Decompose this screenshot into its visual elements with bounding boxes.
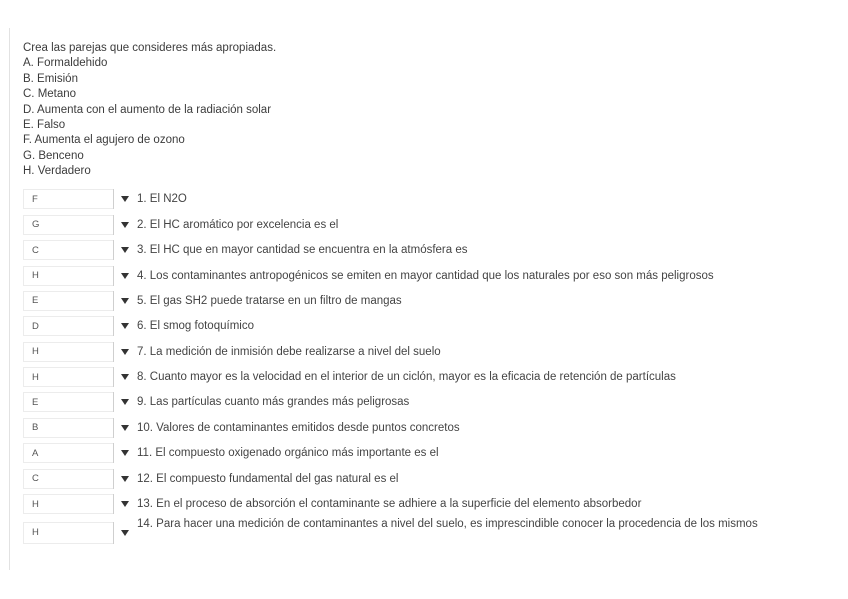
pair-row xyxy=(23,288,838,313)
dropdown-toggle[interactable] xyxy=(113,342,135,362)
left-border-rule xyxy=(9,28,10,570)
answer-select[interactable]: A xyxy=(23,443,113,463)
caret-down-icon xyxy=(121,196,129,202)
dropdown-toggle[interactable] xyxy=(113,469,135,489)
option-item: B. Emisión xyxy=(23,72,78,85)
pair-statement: 5. El gas SH2 puede tratarse en un filtro de mangas xyxy=(137,294,402,307)
option-item: D. Aumenta con el aumento de la radiación solar xyxy=(23,103,272,116)
pair-row xyxy=(23,517,838,547)
caret-down-icon xyxy=(121,425,129,431)
pair-statement: 12. El compuesto fundamental del gas natural es el xyxy=(137,472,399,485)
caret-down-icon xyxy=(121,273,129,279)
dropdown-toggle[interactable] xyxy=(113,367,135,387)
dropdown-toggle[interactable] xyxy=(113,215,135,235)
dropdown-toggle[interactable] xyxy=(113,522,135,544)
option-item: E. Falso xyxy=(23,119,66,132)
pair-row xyxy=(23,339,838,364)
pair-statement: 10. Valores de contaminantes emitidos desde puntos concretos xyxy=(137,421,460,434)
caret-down-icon xyxy=(121,476,129,482)
option-item: H. Verdadero xyxy=(23,165,91,178)
pair-statement: 9. Las partículas cuanto más grandes más peligrosas xyxy=(137,396,410,409)
answer-select[interactable]: C xyxy=(23,240,113,260)
caret-down-icon xyxy=(121,323,129,329)
caret-down-icon xyxy=(121,247,129,253)
pair-row xyxy=(23,491,838,516)
option-item: G. Benceno xyxy=(23,149,84,162)
pair-statement: 7. La medición de inmisión debe realizarse a nivel del suelo xyxy=(137,345,441,358)
pair-statement: 13. En el proceso de absorción el contaminante se adhiere a la superficie del elemento absorbedor xyxy=(137,498,642,511)
caret-down-icon xyxy=(121,450,129,456)
answer-select[interactable]: G xyxy=(23,215,113,235)
dropdown-toggle[interactable] xyxy=(113,392,135,412)
caret-down-icon xyxy=(121,501,129,507)
pair-row xyxy=(23,390,838,415)
pair-row xyxy=(23,212,838,237)
pair-list xyxy=(23,187,838,547)
answer-select[interactable]: H xyxy=(23,342,113,362)
answer-select[interactable]: H xyxy=(23,522,113,544)
caret-down-icon xyxy=(121,298,129,304)
answer-select[interactable]: B xyxy=(23,418,113,438)
dropdown-toggle[interactable] xyxy=(113,266,135,286)
pair-statement: 14. Para hacer una medición de contaminantes a nivel del suelo, es imprescindible conocer la procedencia de los mismos xyxy=(137,517,758,530)
answer-select[interactable]: F xyxy=(23,189,113,209)
pair-row xyxy=(23,364,838,389)
caret-down-icon xyxy=(121,374,129,380)
pair-row xyxy=(23,237,838,262)
caret-down-icon xyxy=(121,530,129,536)
pair-row xyxy=(23,263,838,288)
pair-statement: 3. El HC que en mayor cantidad se encuentra en la atmósfera es xyxy=(137,244,468,257)
caret-down-icon xyxy=(121,349,129,355)
answer-select[interactable]: H xyxy=(23,367,113,387)
pair-row xyxy=(23,187,838,212)
answer-select[interactable]: D xyxy=(23,316,113,336)
dropdown-toggle[interactable] xyxy=(113,291,135,311)
dropdown-toggle[interactable] xyxy=(113,316,135,336)
option-item: C. Metano xyxy=(23,88,77,101)
pair-statement: 6. El smog fotoquímico xyxy=(137,320,254,333)
pair-statement: 2. El HC aromático por excelencia es el xyxy=(137,218,339,231)
pair-statement: 11. El compuesto oxigenado orgánico más importante es el xyxy=(137,447,439,460)
caret-down-icon xyxy=(121,222,129,228)
option-item: F. Aumenta el agujero de ozono xyxy=(23,134,185,147)
pair-row xyxy=(23,441,838,466)
pair-row xyxy=(23,466,838,491)
answer-select[interactable]: C xyxy=(23,469,113,489)
dropdown-toggle[interactable] xyxy=(113,189,135,209)
option-list xyxy=(23,56,838,179)
dropdown-toggle[interactable] xyxy=(113,240,135,260)
answer-select[interactable]: H xyxy=(23,266,113,286)
option-item: A. Formaldehido xyxy=(23,57,108,70)
dropdown-toggle[interactable] xyxy=(113,494,135,514)
answer-select[interactable]: E xyxy=(23,392,113,412)
matching-question xyxy=(23,41,838,547)
caret-down-icon xyxy=(121,399,129,405)
pair-row xyxy=(23,314,838,339)
question-prompt: Crea las parejas que consideres más apropiadas. xyxy=(23,42,277,54)
answer-select[interactable]: E xyxy=(23,291,113,311)
pair-statement: 1. El N2O xyxy=(137,193,187,206)
dropdown-toggle[interactable] xyxy=(113,418,135,438)
answer-select[interactable]: H xyxy=(23,494,113,514)
pair-row xyxy=(23,415,838,440)
pair-statement: 8. Cuanto mayor es la velocidad en el interior de un ciclón, mayor es la eficacia de retención de partículas xyxy=(137,371,676,384)
dropdown-toggle[interactable] xyxy=(113,443,135,463)
pair-statement: 4. Los contaminantes antropogénicos se emiten en mayor cantidad que los naturales por eso son más peligrosos xyxy=(137,269,714,282)
